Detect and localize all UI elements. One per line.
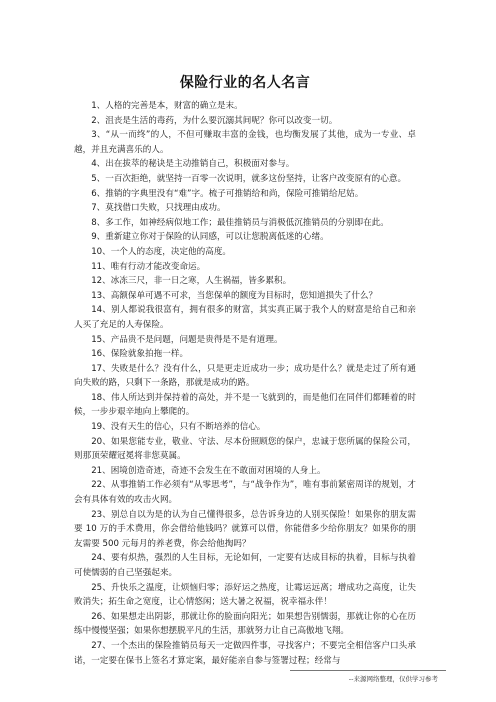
quote-paragraph: 14、别人都说我很富有，拥有很多的财富，其实真正属于我个人的财富是给自己和亲人买了充足的人寿保险。	[74, 305, 416, 330]
quote-paragraph: 16、保险就象拍拖一样。	[91, 349, 189, 360]
quote-paragraph: 1、人格的完善是本，财富的确立是末。	[91, 101, 243, 111]
quote-paragraph: 10、一个人的态度，决定他的高度。	[91, 246, 232, 257]
quote-paragraph: 13、高额保单可遇不可求，当您保单的额度为目标时，您知道损失了什么？	[91, 290, 378, 301]
quote-paragraph: 19、没有天生的信心，只有不断培养的信心。	[91, 422, 266, 433]
quote-paragraph: 24、要有炽热，强烈的人生目标，无论如何，一定要有达成目标的执着，目标与执着可使懦弱的自己坚强起来。	[74, 553, 416, 578]
quote-paragraph: 21、困境创造奇迹，奇迹不会发生在不敢面对困境的人身上。	[91, 465, 326, 476]
quote-paragraph: 12、冰冻三尺，非一日之寒，人生祸福，皆多累积。	[91, 276, 292, 287]
document-body	[74, 99, 416, 668]
quote-paragraph: 26、如果想走出阴影，那就让你的脸面向阳光；如果想告别懦弱，那就让你的心在历练中慢慢坚强；如果你想摆脱平凡的生活，那就努力让自己高傲地飞翔。	[74, 611, 416, 637]
page-footer: --来源网络整理，仅供学习参考	[348, 675, 438, 683]
footer-divider	[290, 670, 446, 671]
quote-paragraph: 23、别总自以为是的认为自己懂得很多，总告诉身边的人别买保险！如果你的朋友需要 10 万的手术费用，你会借给他钱吗？就算可以借，你能借多少给你朋友？如果你的朋友需要 500 元每月的养老费，你会给他掏吗？	[74, 509, 416, 549]
quote-paragraph: 15、产品贵不是问题，问题是贵得是不是有道理。	[91, 334, 283, 345]
quote-paragraph: 5、一百次拒绝，就坚持一百零一次说明，就多这份坚持，让客户改变原有的心意。	[91, 173, 407, 184]
quote-paragraph: 4、出在拔萃的秘诀是主动推销自己，积极面对参与。	[91, 159, 295, 170]
quote-paragraph: 6、推销的字典里没有“难”字。梳子可推销给和尚，保险可推销给尼姑。	[91, 188, 364, 199]
quote-paragraph: 25、升快乐之温度，让烦恼归零；添好运之热度，让霉运远离；增成功之高度，让失败消失；拓生命之宽度，让心情悠闲；送大暑之祝福，祝幸福永伴！	[74, 582, 416, 608]
quote-paragraph: 3、“从一而终”的人，不但可赚取丰富的金钱，也均衡发展了其他，成为一专业、卓越，并且充满喜乐的人。	[74, 130, 416, 155]
quote-paragraph: 27、一个杰出的保险推销员每天一定做四件事，寻找客户；不要完全相信客户口头承诺，一定要在保书上签名才算定案，最好能亲自参与签署过程；经常与	[74, 640, 416, 666]
quote-paragraph: 2、沮丧是生活的毒药，为什么要沉溺其间呢？你可以改变一切。	[91, 115, 338, 126]
quote-paragraph: 17、失败是什么？没有什么，只是更走近成功一步；成功是什么？就是走过了所有通向失败的路，只剩下一条路，那就是成功的路。	[74, 363, 416, 389]
document-title: 保险行业的名人名言	[179, 75, 311, 91]
quote-paragraph: 20、如果您能专业，敬业、守法、尽本份照顾您的保户，忠诚于您所属的保险公司，则那顶荣耀冠冕将非您莫属。	[74, 436, 416, 462]
quote-paragraph: 7、莫找借口失败，只找理由成功。	[91, 203, 226, 214]
quote-paragraph: 22、从事推销工作必须有“从零思考”，与“战争作为”，唯有事前紧密周详的规划，才会有具体有效的攻击火网。	[74, 480, 416, 506]
quote-paragraph: 11、唯有行动才能改变命运。	[91, 261, 206, 272]
quote-paragraph: 18、伟人所达到并保持着的高处，并不是一飞就到的，而是他们在同伴们都睡着的时候，一步步艰辛地向上攀爬的。	[74, 392, 416, 418]
quote-paragraph: 9、重新建立你对于保险的认同感，可以让您脱离低迷的心绪。	[91, 232, 329, 243]
quote-paragraph: 8、多工作，如神经病似地工作；最佳推销员与消极低沉推销员的分别即在此。	[91, 217, 389, 228]
